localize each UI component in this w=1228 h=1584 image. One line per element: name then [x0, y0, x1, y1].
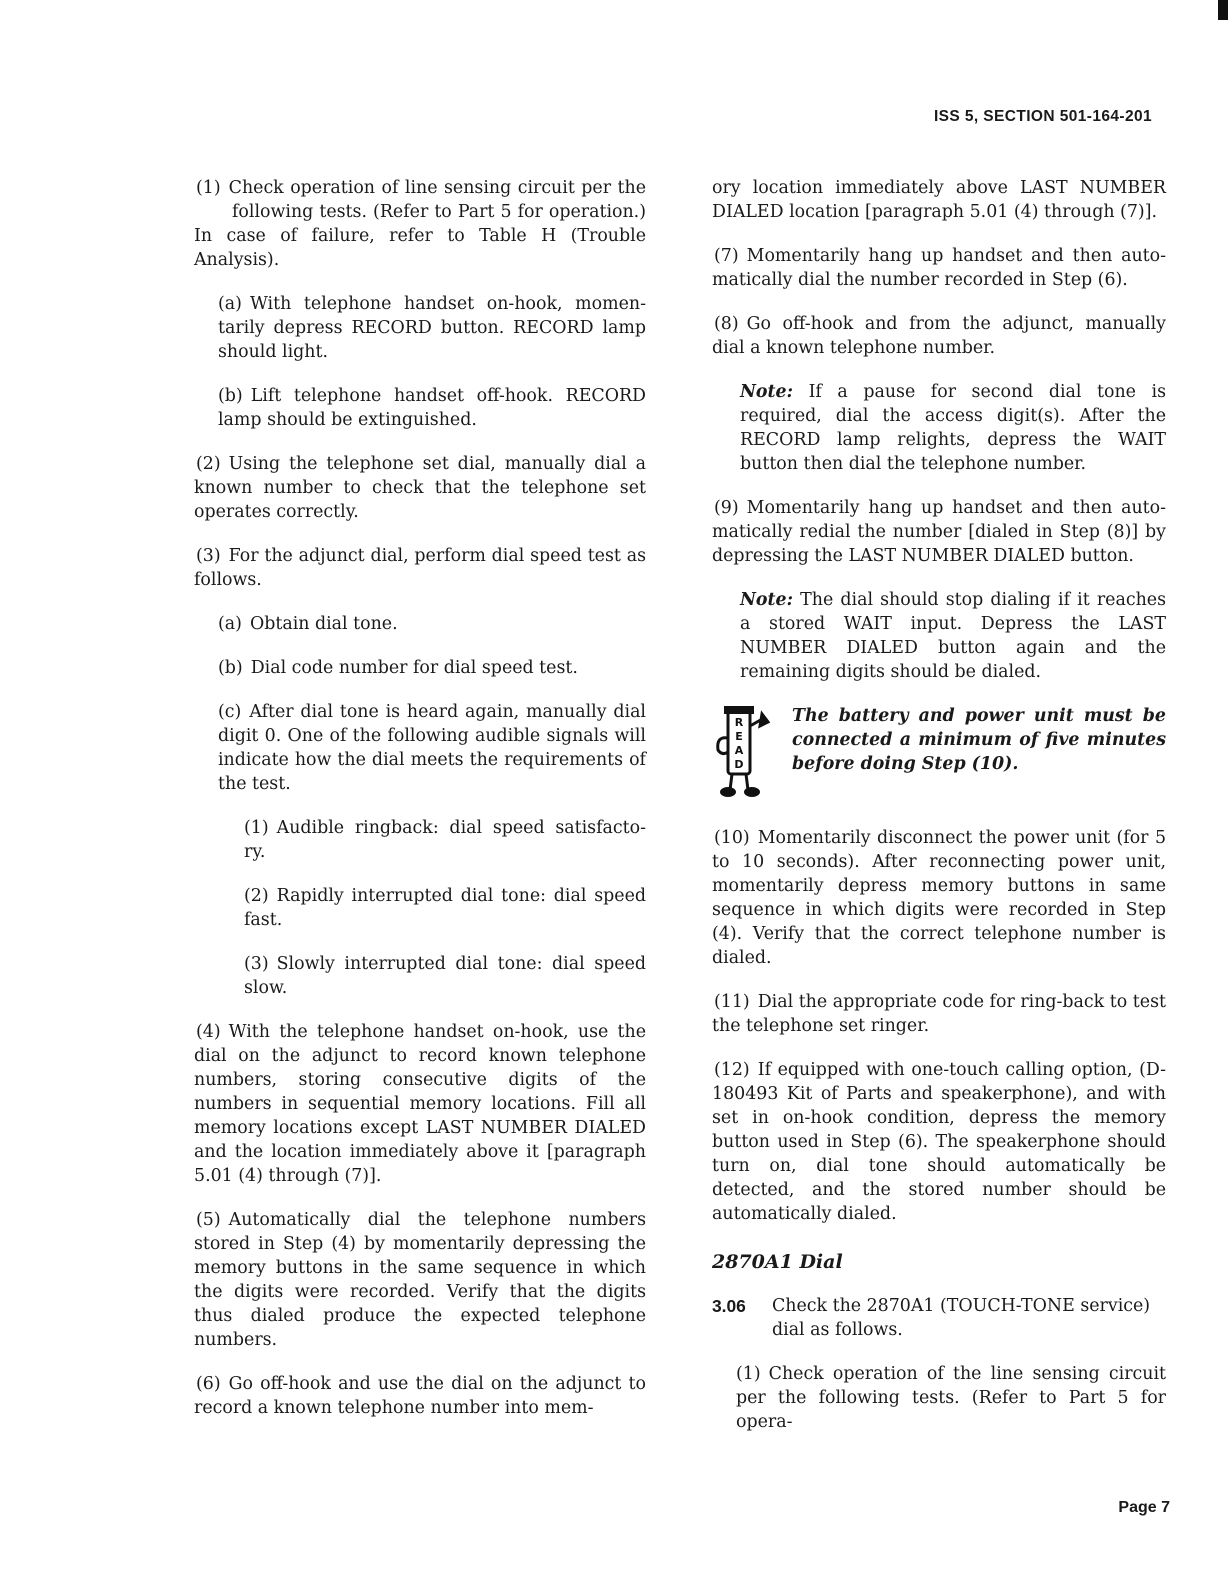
svg-text:R: R	[734, 716, 744, 729]
step-2: (2) Using the telephone set dial, manually dial a known number to check that the telephone set operates correctly.	[194, 454, 646, 522]
step-10: (10) Momentarily disconnect the power unit (for 5 to 10 seconds). After reconnecting power unit, momentarily depress memory buttons in same sequence in which digits were recorded in Step (4). Verify that the correct telephone number is dialed.	[712, 828, 1167, 968]
step-3: (3) For the adjunct dial, perform dial speed test as follows.	[194, 546, 646, 590]
step-7: (7) Momentarily hang up handset and then auto- matically dial the number recorded in Step (6).	[712, 246, 1166, 290]
step-1: (1) Check operation of line sensing circuit per the following tests. (Refer to Part 5 for operation.) In case of failure, refer to Table H (Trouble Analysis).	[194, 178, 646, 270]
step-11: (11) Dial the appropriate code for ring-back to test the telephone set ringer.	[712, 992, 1166, 1036]
step-3c-1: (1) Audible ringback: dial speed satisfacto- ry.	[244, 818, 646, 862]
warning-text: The battery and power unit must be connected a minimum of five minutes before doing Step (10).	[792, 706, 1166, 774]
step-1b: (b) Lift telephone handset off-hook. RECORD lamp should be extinguished.	[218, 386, 646, 430]
step-4: (4) With the telephone handset on-hook, use the dial on the adjunct to record known telephone numbers, storing consecutive digits of the numbers in sequential memory locations. Fill all memory locations except LAST NUMBER DIALED and the location immediately above it [paragraph 5.01 (4) through (7)].	[194, 1022, 646, 1186]
subsection-heading: 2870A1 Dial	[712, 1251, 843, 1273]
step-6-continued: ory location immediately above LAST NUMBER DIALED location [paragraph 5.01 (4) through (7)].	[712, 178, 1166, 222]
svg-text:D: D	[734, 758, 744, 771]
svg-text:E: E	[735, 730, 743, 743]
step-3c-3: (3) Slowly interrupted dial tone: dial speed slow.	[244, 954, 646, 998]
step-8: (8) Go off-hook and from the adjunct, manually dial a known telephone number.	[712, 314, 1166, 358]
paragraph-3-06: 3.06 Check the 2870A1 (TOUCH-TONE service) dial as follows.	[712, 1296, 1151, 1340]
step-3c: (c) After dial tone is heard again, manually dial digit 0. One of the following audible signals will indicate how the dial meets the requirements of the test.	[218, 702, 646, 794]
step-12: (12) If equipped with one-touch calling option, (D- 180493 Kit of Parts and speakerphone), and with set in on-hook condition, depress the memory button used in Step (6). The speakerphone should turn on, dial tone should automatically be detected, and the stored number should be automatically dialed.	[712, 1060, 1166, 1224]
page-edge-mark	[1218, 0, 1228, 20]
svg-text:A: A	[734, 744, 744, 757]
note-wait-input: Note: The dial should stop dialing if it reaches a stored WAIT input. Depress the LAST NUMBER DIALED button again and the remaining digits should be dialed.	[740, 590, 1166, 682]
step-3b: (b) Dial code number for dial speed test.	[218, 658, 578, 678]
step-5: (5) Automatically dial the telephone numbers stored in Step (4) by momentarily depressing the memory buttons in the same sequence in which the digits were recorded. Verify that the digits thus dialed produce the expected telephone numbers.	[194, 1210, 646, 1350]
note-pause-dial-tone: Note: If a pause for second dial tone is required, dial the access digit(s). After the RECORD lamp relights, depress the WAIT button then dial the telephone number.	[740, 382, 1166, 474]
step-6: (6) Go off-hook and use the dial on the adjunct to record a known telephone number into mem-	[194, 1374, 646, 1418]
warning-callout	[712, 704, 1166, 800]
step-2870-1: (1) Check operation of the line sensing circuit per the following tests. (Refer to Part 5 for opera-	[736, 1364, 1166, 1432]
read-caution-icon	[712, 704, 782, 800]
step-3c-2: (2) Rapidly interrupted dial tone: dial speed fast.	[244, 886, 646, 930]
page-number: Page 7	[1118, 1499, 1170, 1516]
section-header: ISS 5, SECTION 501-164-201	[933, 108, 1152, 125]
left-column	[194, 176, 646, 1440]
step-9: (9) Momentarily hang up handset and then auto- matically redial the number [dialed in Step (8)] by depressing the LAST NUMBER DIALED button.	[712, 498, 1166, 566]
right-column	[712, 176, 1166, 1454]
step-3a: (a) Obtain dial tone.	[218, 614, 398, 634]
step-1a: (a) With telephone handset on-hook, momen- tarily depress RECORD button. RECORD lamp should light.	[218, 294, 646, 362]
